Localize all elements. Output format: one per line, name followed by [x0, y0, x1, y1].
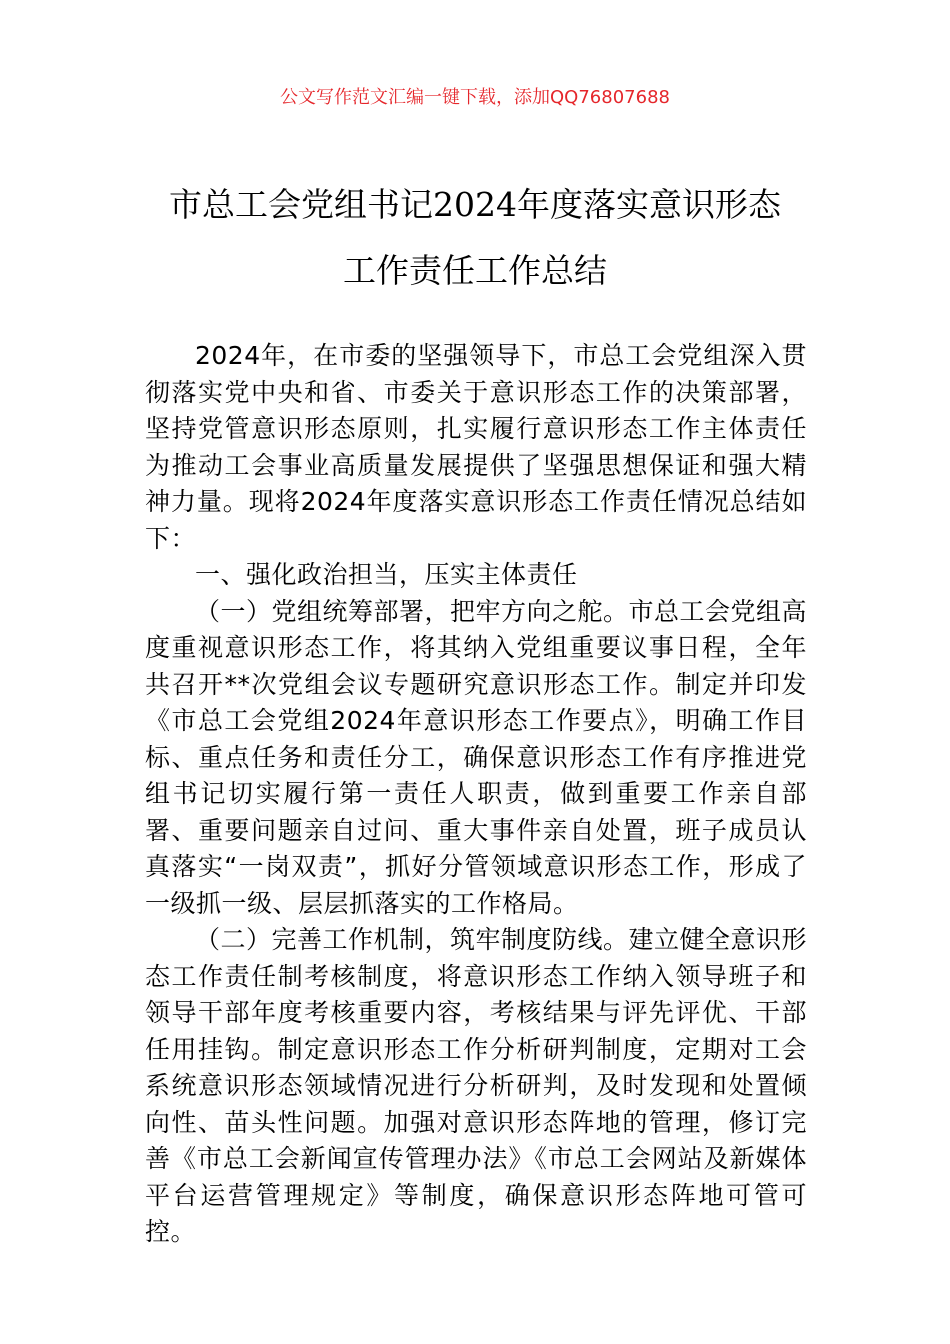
subsection-paragraph-2: （二）完善工作机制，筑牢制度防线。建立健全意识形态工作责任制考核制度，将意识形态工作纳入领导班子和领导干部年度考核重要内容，考核结果与评先评优、干部任用挂钩。制定意识形态工作分析研判制度，定期对工会系统意识形态领域情况进行分析研判，及时发现和处置倾向性、苗头性问题。加强对意识形态阵地的管理，修订完善《市总工会新闻宣传管理办法》《市总工会网站及新媒体平台运营管理规定》等制度，确保意识形态阵地可管可控。 — [145, 925, 808, 1246]
subsection-paragraph-1: （一）党组统筹部署，把牢方向之舵。市总工会党组高度重视意识形态工作，将其纳入党组重要议事日程，全年共召开**次党组会议专题研究意识形态工作。制定并印发《市总工会党组2024年意识形态工作要点》，明确工作目标、重点任务和责任分工，确保意识形态工作有序推进党组书记切实履行第一责任人职责，做到重要工作亲自部署、重要问题亲自过问、重大事件亲自处置，班子成员认真落实“一岗双责”，抓好分管领域意识形态工作，形成了一级抓一级、层层抓落实的工作格局。 — [145, 596, 808, 918]
section-heading-1: 一、强化政治担当，压实主体责任 — [195, 560, 578, 589]
intro-paragraph: 2024年，在市委的坚强领导下，市总工会党组深入贯彻落实党中央和省、市委关于意识形态工作的决策部署，坚持党管意识形态原则，扎实履行意识形态工作主体责任为推动工会事业高质量发展提供了坚强思想保证和强大精神力量。现将2024年度落实意识形态工作责任情况总结如下： — [145, 341, 807, 553]
title-line-2: 工作责任工作总结 — [343, 251, 607, 290]
title-line-1: 市总工会党组书记2024年度落实意识形态 — [169, 185, 781, 224]
download-banner: 公文写作范文汇编一键下载，添加QQ76807688 — [280, 87, 670, 108]
document-body — [145, 338, 807, 1251]
document-title — [100, 172, 850, 304]
